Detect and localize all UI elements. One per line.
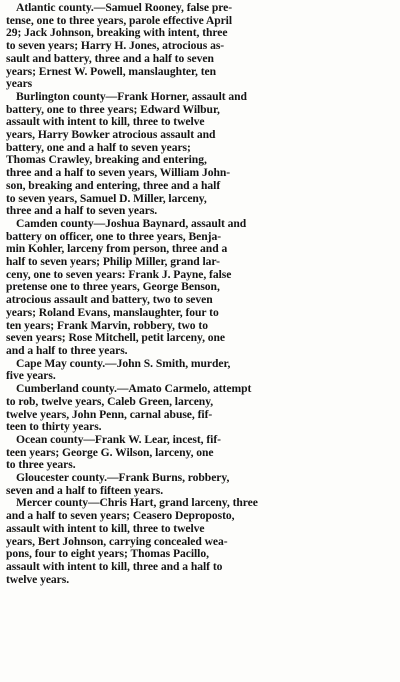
- paragraph-burlington-county: Burlington county—Frank Horner, assault and battery, one to three years; Edward Wilbur, assault with intent to kill, three to twelve years, Harry Bowker atrocious assault and battery, one and a half to seven years; Thomas Crawley, breaking and entering, three and a half to seven years, William John- son, breaking and entering, three and a half to seven years, Samuel D. Miller, larceny, three and a half to seven years.: [6, 89, 247, 218]
- paragraph-cumberland-county: Cumberland county.—Amato Carmelo, attempt to rob, twelve years, Caleb Green, larceny, twelve years, John Penn, carnal abuse, fif- teen to thirty years.: [6, 382, 252, 434]
- paragraph-mercer-county: Mercer county—Chris Hart, grand larceny, three and a half to seven years; Ceasero Deproposto, assault with intent to kill, three to twelve years, Bert Johnson, carrying concealed wea- pons, four to eight years; Thomas Pacillo, assault with intent to kill, three and a half to twelve years.: [6, 496, 258, 586]
- paragraph-gloucester-county: Gloucester county.—Frank Burns, robbery, seven and a half to fifteen years.: [6, 471, 230, 497]
- paragraph-ocean-county: Ocean county—Frank W. Lear, incest, fif- teen years; George G. Wilson, larceny, one to three years.: [6, 432, 221, 472]
- paragraph-atlantic-county: Atlantic county.—Samuel Rooney, false pre- tense, one to three years, parole effective April 29; Jack Johnson, breaking with intent, three to seven years; Harry H. Jones, atrocious as- sault and battery, three and a half to seven years; Ernest W. Powell, manslaughter, ten years: [6, 1, 233, 91]
- paragraph-cape-may-county: Cape May county.—John S. Smith, murder, five years.: [6, 356, 231, 383]
- paragraph-camden-county: Camden county—Joshua Baynard, assault and battery on officer, one to three years, Benja- min Kohler, larceny from person, three and a half to seven years; Philip Miller, grand lar- ceny, one to seven years: Frank J. Payne, false pretense one to three years, George Benson, atrocious assault and battery, two to seven years; Roland Evans, manslaughter, four to ten years; Frank Marvin, robbery, two to seven years; Rose Mitchell, petit larceny, one and a half to three years.: [6, 216, 247, 357]
